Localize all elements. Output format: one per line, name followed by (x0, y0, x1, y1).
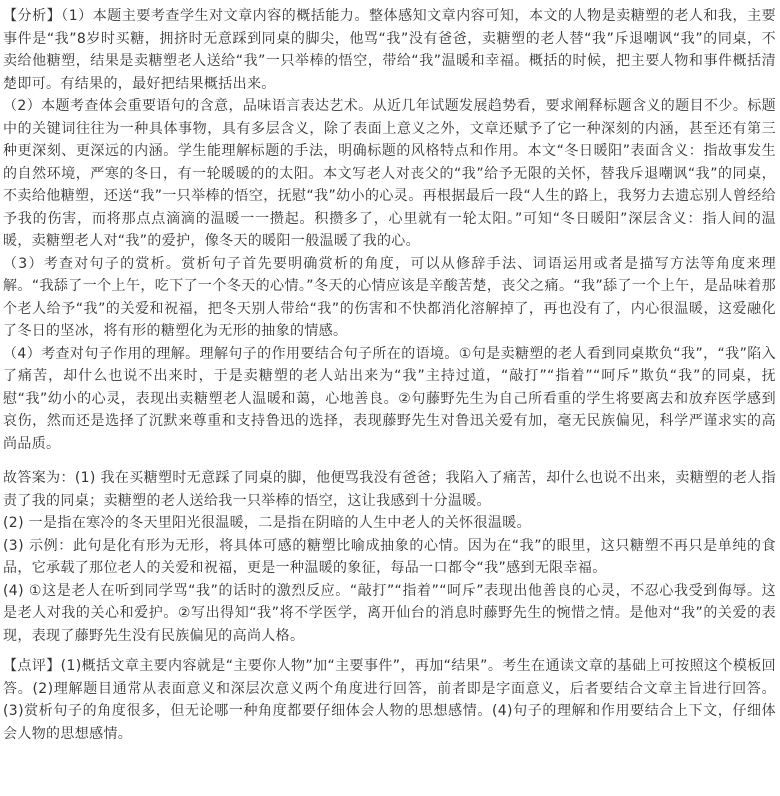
analysis-paragraph-2: （2）本题考查体会重要语句的含意，品味语言表达艺术。从近几年试题发展趋势看，要求阐释标题含义的题目不少。标题中的关键词往往为一种具体事物，具有多层含义，除了表面上意义之外，文章还赋予了它一种深刻的内涵，甚至还有第三种更深刻、更深远的内涵。学生能理解标题的手法，明确标题的风格特点和作用。本文“冬日暖阳”表面含义：指故事发生的自然环境，严寒的冬日，有一轮暖暖的的太阳。本文写老人对丧父的“我”给予无限的关怀，替我斥退嘲讽“我”的同桌，不卖给他糖塑，还送“我”一只举棒的悟空，抚慰“我”幼小的心灵。再根据最后一段“人生的路上，我努力去遗忘别人曾经给予我的伤害，而将那点点滴滴的温暖一一攒起。积攒多了，心里就有一轮太阳。”可知“冬日暖阳”深层含义：指人间的温暖，卖糖塑老人对“我”的爱护，像冬天的暖阳一般温暖了我的心。 (3, 98, 776, 249)
analysis-section (3, 5, 776, 455)
section-gap (3, 455, 776, 467)
answer-paragraph-2: (2) 一是指在寒冷的冬天里阳光很温暖，二是指在阴暗的人生中老人的关怀很温暖。 (3, 515, 531, 531)
comment-section (3, 655, 776, 745)
answer-paragraph-3: (3) 示例：此句是化有形为无形，将具体可感的糖塑比喻成抽象的心情。因为在“我”的眼里，这只糖塑不再只是单纯的食品，它承载了那位老人的关爱和祝福，更是一种温暖的象征，每品一口都令“我”感到无限幸福。 (3, 537, 776, 576)
answer-paragraph-4: (4) ①这是老人在听到同学骂“我”的话时的激烈反应。“敲打”“指着”“呵斥”表现出他善良的心灵，不忍心我受到侮辱。这是老人对我的关心和爱护。②写出得知“我”将不学医学，离开仙台的消息时藤野先生的惋惜之情。是他对“我”的关爱的表现，表现了藤野先生没有民族偏见的高尚人格。 (3, 582, 776, 644)
analysis-paragraph-3: （3）考查对句子的赏析。赏析句子首先要明确赏析的角度，可以从修辞手法、词语运用或者是描写方法等角度来理解。“我舔了一个上午，吃下了一个冬天的心情。”冬天的心情应该是辛酸苦楚，丧父之痛。“我”舔了一个上午，是品味着那个老人给予“我”的关爱和祝福，把冬天别人带给“我”的伤害和不快都消化溶解掉了，再也没有了，内心很温暖，这爱融化了冬日的坚冰，将有形的糖塑化为无形的抽象的情感。 (3, 255, 776, 339)
analysis-paragraph-1: 【分析】（1）本题主要考查学生对文章内容的概括能力。整体感知文章内容可知，本文的人物是卖糖塑的老人和我，主要事件是“我”8岁时买糖，拥挤时无意踩到同桌的脚尖，他骂“我”没有爸爸，卖糖塑的老人替“我”斥退嘲讽“我”的同桌，不卖给他糖塑，结果是卖糖塑老人送给“我”一只举棒的悟空，带给“我”温暖和幸福。概括的时候，把主要人物和事件概括清楚即可。有结果的，最好把结果概括出来。 (3, 8, 776, 92)
answer-paragraph-1: 故答案为：(1) 我在买糖塑时无意踩了同桌的脚，他便骂我没有爸爸；我陷入了痛苦，却什么也说不出来，卖糖塑的老人指责了我的同桌；卖糖塑的老人送给我一只举棒的悟空，这让我感到十分温暖。 (3, 470, 776, 509)
section-gap (3, 647, 776, 655)
analysis-paragraph-4: （4）考查对句子作用的理解。理解句子的作用要结合句子所在的语境。①句是卖糖塑的老人看到同桌欺负“我”，“我”陷入了痛苦，却什么也说不出来时，于是卖糖塑的老人站出来为“我”主持过道，“敲打”“指着”“呵斥”欺负“我”的同桌，抚慰“我”幼小的心灵，表现出卖糖塑老人温暖和蔼，心地善良。②句藤野先生为自己所看重的学生将要离去和放弃医学感到哀伤，然而还是选择了沉默来尊重和支持鲁迅的选择，表现藤野先生对鲁迅关爱有加，毫无民族偏见，科学严谨求实的高尚品质。 (3, 345, 776, 452)
answer-section (3, 467, 776, 647)
comment-paragraph: 【点评】(1)概括文章主要内容就是“主要你人物”加“主要事件”，再加“结果”。考生在通读文章的基础上可按照这个模板回答。(2)理解题目通常从表面意义和深层次意义两个角度进行回答，前者即是字面意义，后者要结合文章主旨进行回答。(3)赏析句子的角度很多，但无论哪一种角度都要仔细体会人物的思想感情。(4)句子的理解和作用要结合上下文，仔细体会人物的思想感情。 (3, 658, 776, 742)
